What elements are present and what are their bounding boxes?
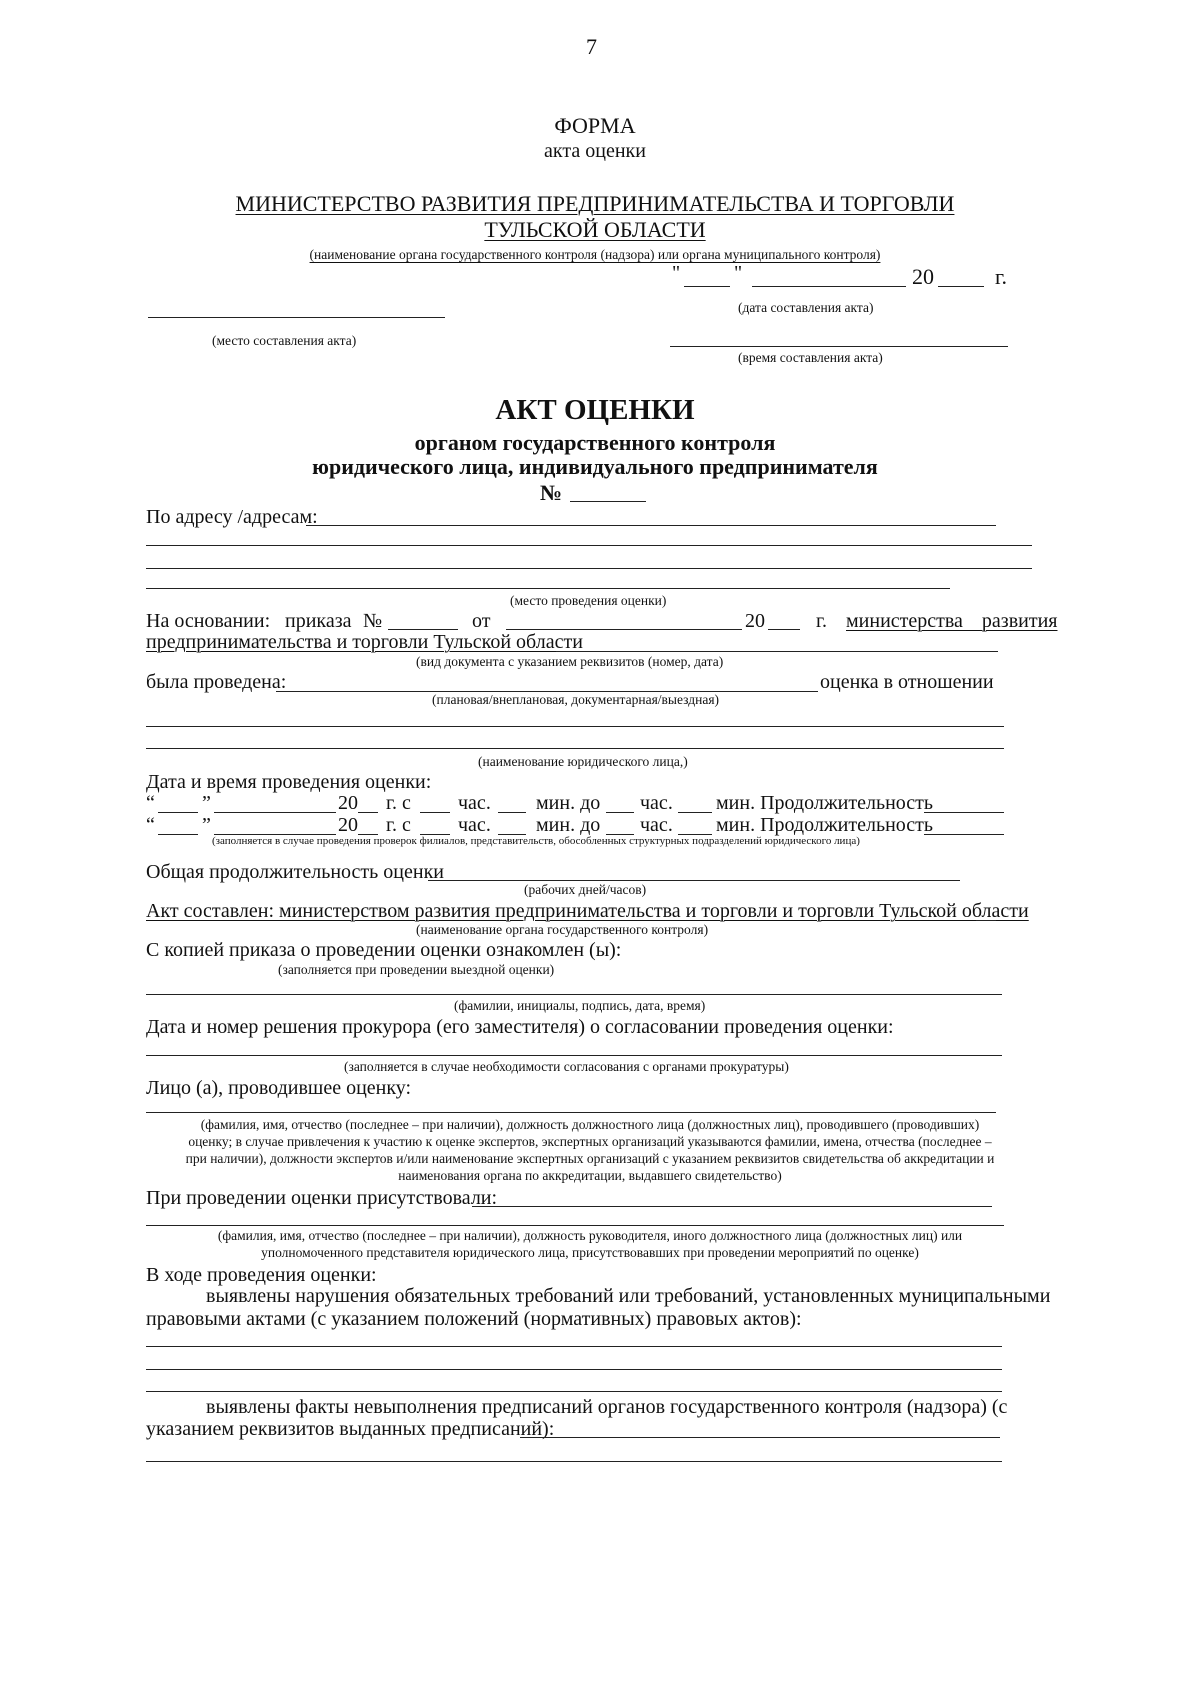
datetime-label: Дата и время проведения оценки: bbox=[146, 771, 432, 793]
basis-ministry-tail: министерства развития bbox=[846, 610, 1058, 632]
copy-order-label: С копией приказа о проведении оценки ознакомлен (ы): bbox=[146, 939, 622, 961]
entity-caption: (наименование юридического лица,) bbox=[478, 754, 688, 769]
basis-order-number-blank[interactable] bbox=[388, 629, 458, 630]
total-duration-label: Общая продолжительность оценки bbox=[146, 861, 444, 883]
datetime-row1-gs: г. с bbox=[386, 792, 411, 814]
basis-order-date-blank[interactable] bbox=[506, 629, 742, 630]
basis-order-word: приказа bbox=[285, 610, 352, 632]
act-subtitle-2: юридического лица, индивидуального предпринимателя bbox=[312, 454, 878, 479]
total-duration-blank[interactable] bbox=[428, 880, 960, 881]
act-title: АКТ ОЦЕНКИ bbox=[495, 394, 695, 426]
datetime-row2-year-prefix: 20 bbox=[338, 814, 358, 836]
datetime-caption: (заполняется в случае проведения проверок филиалов, представительств, обособленных структурных подразделений юридического лица) bbox=[212, 835, 860, 847]
datetime-row1-year-prefix: 20 bbox=[338, 792, 358, 814]
datetime-row1-hour2: час. bbox=[640, 792, 673, 814]
datetime-row1-duration-blank[interactable] bbox=[924, 812, 1004, 813]
date-day-blank[interactable] bbox=[684, 286, 730, 287]
address-label: По адресу /адресам: bbox=[146, 506, 318, 528]
act-number-sign: № bbox=[540, 480, 563, 505]
datetime-row1-quote-open: “ bbox=[146, 792, 155, 814]
datetime-row2-min-dur: мин. Продолжительность bbox=[716, 814, 934, 836]
datetime-row1-from-hour-blank[interactable] bbox=[420, 812, 450, 813]
time-caption: (время составления акта) bbox=[738, 350, 883, 365]
page-number: 7 bbox=[586, 34, 597, 59]
violations-blank-2[interactable] bbox=[146, 1369, 1002, 1370]
datetime-row2-quote-close: ” bbox=[202, 814, 211, 836]
datetime-row2-quote-open: “ bbox=[146, 814, 155, 836]
act-number-blank[interactable] bbox=[570, 501, 646, 502]
form-subtitle: акта оценки bbox=[544, 140, 646, 162]
persons-caption-line1: (фамилия, имя, отчество (последнее – при наличии), должность должностного лица (должностных лиц), проводившего (проводивших) bbox=[200, 1117, 980, 1132]
prescriptions-line2: указанием реквизитов выданных предписаний): bbox=[146, 1418, 555, 1440]
persons-caption-line3: при наличии), должности экспертов и/или наименование экспертных организаций с указанием реквизитов свидетельства об аккредитации и bbox=[185, 1151, 995, 1166]
during-label: В ходе проведения оценки: bbox=[146, 1264, 377, 1286]
basis-year-prefix: 20 bbox=[745, 610, 765, 632]
copy-order-blank[interactable] bbox=[146, 994, 1002, 995]
conducted-caption: (плановая/внеплановая, документарная/выездная) bbox=[432, 692, 720, 707]
address-blank-4[interactable] bbox=[146, 588, 950, 589]
persons-label: Лицо (а), проводившее оценку: bbox=[146, 1077, 412, 1099]
names-caption: (фамилии, инициалы, подпись, дата, время) bbox=[454, 998, 706, 1013]
persons-caption-line4: наименования органа по аккредитации, выдавшего свидетельство) bbox=[398, 1168, 782, 1183]
place-caption: (место составления акта) bbox=[212, 333, 357, 348]
conducted-label: была проведена: bbox=[146, 671, 287, 693]
prescriptions-blank-2[interactable] bbox=[146, 1461, 1002, 1462]
present-caption-line1: (фамилия, имя, отчество (последнее – при наличии), должность руководителя, иного должностного лица (должностных лиц) или bbox=[217, 1228, 963, 1243]
datetime-row2-duration-blank[interactable] bbox=[924, 834, 1004, 835]
basis-caption: (вид документа с указанием реквизитов (номер, дата) bbox=[416, 654, 724, 669]
basis-year-blank[interactable] bbox=[768, 629, 800, 630]
prescriptions-blank-1[interactable] bbox=[520, 1437, 1000, 1438]
entity-blank-2[interactable] bbox=[146, 748, 1004, 749]
present-blank-1[interactable] bbox=[472, 1206, 992, 1207]
persons-caption-line2: оценку; в случае привлечения к участию к оценке экспертов, экспертных организаций указываются фамилии, имена, отчества (последнее – bbox=[188, 1134, 992, 1149]
datetime-row1-year-blank[interactable] bbox=[358, 812, 378, 813]
date-year-prefix: 20 bbox=[912, 264, 934, 289]
prosecutor-caption: (заполняется в случае необходимости согласования с органами прокуратуры) bbox=[344, 1059, 789, 1074]
org-name-line2: ТУЛЬСКОЙ ОБЛАСТИ bbox=[484, 217, 706, 242]
datetime-row1-month-blank[interactable] bbox=[214, 812, 336, 813]
date-quote-close: " bbox=[734, 262, 743, 284]
date-caption: (дата составления акта) bbox=[738, 300, 874, 315]
form-label: ФОРМА bbox=[554, 113, 636, 138]
present-label: При проведении оценки присутствовали: bbox=[146, 1187, 498, 1209]
datetime-row2-gs: г. с bbox=[386, 814, 411, 836]
org-caption: (наименование органа государственного контроля (надзора) или органа муниципального контроля) bbox=[309, 247, 881, 262]
basis-line2: предпринимательства и торговли Тульской области bbox=[146, 631, 583, 653]
datetime-row2-hour2: час. bbox=[640, 814, 673, 836]
address-caption: (место проведения оценки) bbox=[510, 593, 667, 608]
act-compiled-blank[interactable] bbox=[976, 920, 996, 921]
violations-line2: правовыми актами (с указанием положений (нормативных) правовых актов): bbox=[146, 1308, 802, 1330]
org-name-line1: МИНИСТЕРСТВО РАЗВИТИЯ ПРЕДПРИНИМАТЕЛЬСТВА И ТОРГОВЛИ bbox=[235, 191, 955, 216]
datetime-row2-min-to: мин. до bbox=[536, 814, 601, 836]
datetime-row2-hour: час. bbox=[458, 814, 491, 836]
datetime-row1-day-blank[interactable] bbox=[158, 812, 198, 813]
datetime-row1-min-dur: мин. Продолжительность bbox=[716, 792, 934, 814]
datetime-row1-to-hour-blank[interactable] bbox=[606, 812, 634, 813]
basis-line2-blank[interactable] bbox=[556, 651, 998, 652]
basis-label: На основании: bbox=[146, 610, 271, 632]
datetime-row1-min-to: мин. до bbox=[536, 792, 601, 814]
datetime-row2-day-blank[interactable] bbox=[158, 834, 198, 835]
basis-from: от bbox=[472, 610, 491, 632]
place-blank[interactable] bbox=[148, 317, 445, 318]
address-blank-1[interactable] bbox=[306, 525, 996, 526]
act-subtitle-1: органом государственного контроля bbox=[414, 430, 776, 455]
persons-blank[interactable] bbox=[146, 1112, 996, 1113]
prosecutor-label: Дата и номер решения прокурора (его заместителя) о согласовании проведения оценки: bbox=[146, 1016, 894, 1038]
conducted-tail: оценка в отношении bbox=[820, 671, 994, 693]
violations-blank-3[interactable] bbox=[146, 1391, 1002, 1392]
violations-blank-1[interactable] bbox=[146, 1346, 1002, 1347]
act-compiled: Акт составлен: министерством развития предпринимательства и торговли и торговли Тульской области bbox=[146, 900, 1029, 922]
datetime-row1-from-min-blank[interactable] bbox=[498, 812, 526, 813]
act-compiled-caption: (наименование органа государственного контроля) bbox=[416, 922, 709, 937]
basis-year-suffix: г. bbox=[816, 610, 827, 632]
entity-blank-1[interactable] bbox=[146, 726, 1004, 727]
time-blank[interactable] bbox=[670, 346, 1008, 347]
basis-no-sign: № bbox=[363, 610, 383, 632]
date-month-blank[interactable] bbox=[752, 286, 906, 287]
datetime-row1-to-min-blank[interactable] bbox=[678, 812, 712, 813]
date-year-suffix: г. bbox=[995, 264, 1008, 289]
prosecutor-blank[interactable] bbox=[146, 1055, 1002, 1056]
present-blank-2[interactable] bbox=[146, 1225, 1004, 1226]
datetime-row1-quote-close: ” bbox=[202, 792, 211, 814]
violations-line1: выявлены нарушения обязательных требований или требований, установленных муниципальными bbox=[206, 1285, 1051, 1307]
prescriptions-line1: выявлены факты невыполнения предписаний органов государственного контроля (надзора) (с bbox=[206, 1396, 1008, 1418]
address-blank-3[interactable] bbox=[146, 568, 1032, 569]
present-caption-line2: уполномоченного представителя юридического лица, присутствовавших при проведении мероприятий по оценке) bbox=[261, 1245, 919, 1260]
address-blank-2[interactable] bbox=[146, 545, 1032, 546]
date-year-blank[interactable] bbox=[938, 286, 984, 287]
datetime-row1-hour: час. bbox=[458, 792, 491, 814]
copy-order-caption: (заполняется при проведении выездной оценки) bbox=[278, 962, 555, 977]
total-duration-caption: (рабочих дней/часов) bbox=[524, 882, 647, 897]
date-quote-open: " bbox=[672, 262, 681, 284]
